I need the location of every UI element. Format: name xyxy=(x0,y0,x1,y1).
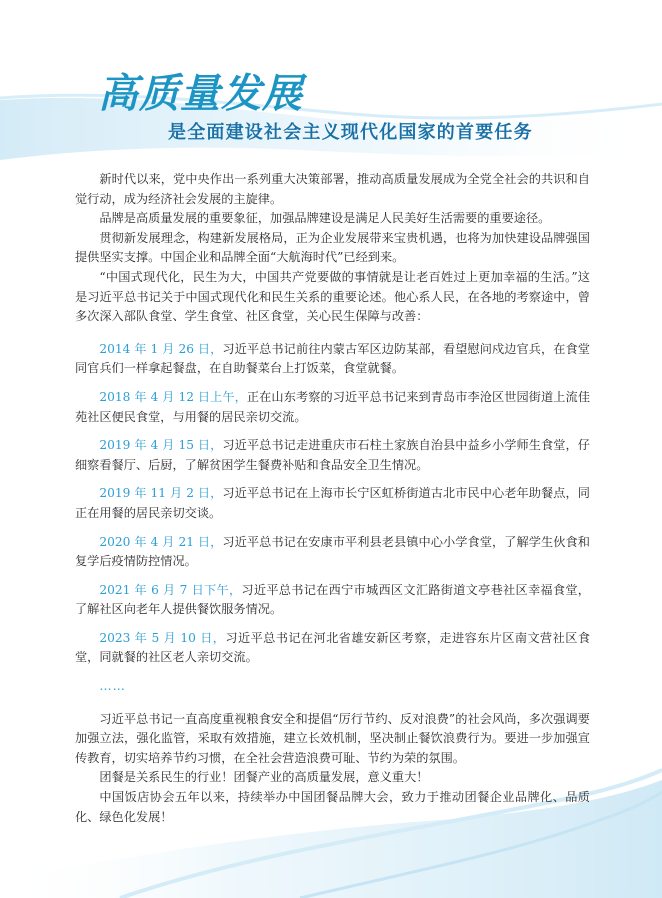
event-text: 习近平总书记在上海市长宁区虹桥街道古北市民中心老年助餐点，同正在用餐的居民亲切交谈。 xyxy=(75,486,590,520)
event-text: 习近平总书记在安康市平利县老县镇中心小学食堂，了解学生伙食和复学后疫情防控情况。 xyxy=(75,534,590,569)
event-date: 2020 年 4 月 21 日， xyxy=(99,534,223,549)
event-text: 正在山东考察的习近平总书记来到青岛市李沧区世园街道上流佳苑社区便民食堂，与用餐的居民亲切交流。 xyxy=(75,389,591,424)
event-date: 2018 年 4 月 12 日上午， xyxy=(99,389,247,404)
event-date: 2014 年 1 月 26 日， xyxy=(99,341,223,356)
event-text: 习近平总书记走进重庆市石柱土家族自治县中益乡小学师生食堂，仔细察看餐厅、后厨，了解贫困学生餐费补贴和食品安全卫生情况。 xyxy=(75,438,590,472)
article-body xyxy=(75,170,590,827)
page-title: 高质量发展 xyxy=(98,70,303,117)
event-paragraph xyxy=(75,388,590,427)
closing-paragraph: 团餐是关系民生的行业！团餐产业的高质量发展，意义重大！ xyxy=(99,770,429,785)
intro-paragraph: 新时代以来，党中央作出一系列重大决策部署，推动高质量发展成为全党全社会的共识和自觉行动，成为经济社会发展的主旋律。 xyxy=(75,172,590,206)
event-paragraph xyxy=(75,533,590,572)
event-text: 习近平总书记在河北省雄安新区考察，走进容东片区南文营社区食堂，同就餐的社区老人亲切交流。 xyxy=(75,630,591,665)
event-text: 习近平总书记前往内蒙古军区边防某部，看望慰问戍边官兵，在食堂同官兵们一样拿起餐盘，在自助餐菜台上打饭菜，食堂就餐。 xyxy=(75,341,590,376)
event-paragraph xyxy=(75,484,590,523)
event-paragraph xyxy=(75,436,590,475)
event-date: 2021 年 6 月 7 日下午， xyxy=(99,582,242,597)
closing-paragraph: 中国饭店协会五年以来，持续举办中国团餐品牌大会，致力于推动团餐企业品牌化、品质化、绿色化发展！ xyxy=(75,790,590,824)
intro-paragraph: 品牌是高质量发展的重要象征，加强品牌建设是满足人民美好生活需要的重要途径。 xyxy=(99,211,551,226)
closing-paragraph: 习近平总书记一直高度重视粮食安全和提倡“厉行节约、反对浪费”的社会风尚，多次强调要加强立法，强化监管，采取有效措施，建立长效机制，坚决制止餐饮浪费行为。要进一步加强宣传教育，切实培养节约习惯，在全社会营造浪费可耻、节约为荣的氛围。 xyxy=(75,711,590,765)
intro-paragraph: 贯彻新发展理念，构建新发展格局，正为企业发展带来宝贵机遇，也将为加快建设品牌强国提供坚实支撑。中国企业和品牌全面“大航海时代”已经到来。 xyxy=(75,230,590,265)
event-paragraph xyxy=(75,581,590,620)
intro-paragraph: “中国式现代化，民生为大，中国共产党要做的事情就是让老百姓过上更加幸福的生活。”这是习近平总书记关于中国式现代化和民生关系的重要论述。他心系人民，在各地的考察途中，曾多次深入部队食堂、学生食堂、社区食堂，关心民生保障与改善： xyxy=(75,269,590,324)
event-paragraph xyxy=(75,629,590,668)
ellipsis: …… xyxy=(99,679,126,694)
event-date: 2023 年 5 月 10 日， xyxy=(99,630,226,645)
page-subtitle: 是全面建设社会主义现代化国家的首要任务 xyxy=(168,122,533,143)
event-text: 习近平总书记在西宁市城西区文汇路街道文亭巷社区幸福食堂，了解社区向老年人提供餐饮服务情况。 xyxy=(75,582,590,617)
event-date: 2019 年 11 月 2 日， xyxy=(99,486,223,501)
event-paragraph xyxy=(75,340,590,379)
event-date: 2019 年 4 月 15 日， xyxy=(99,438,223,453)
